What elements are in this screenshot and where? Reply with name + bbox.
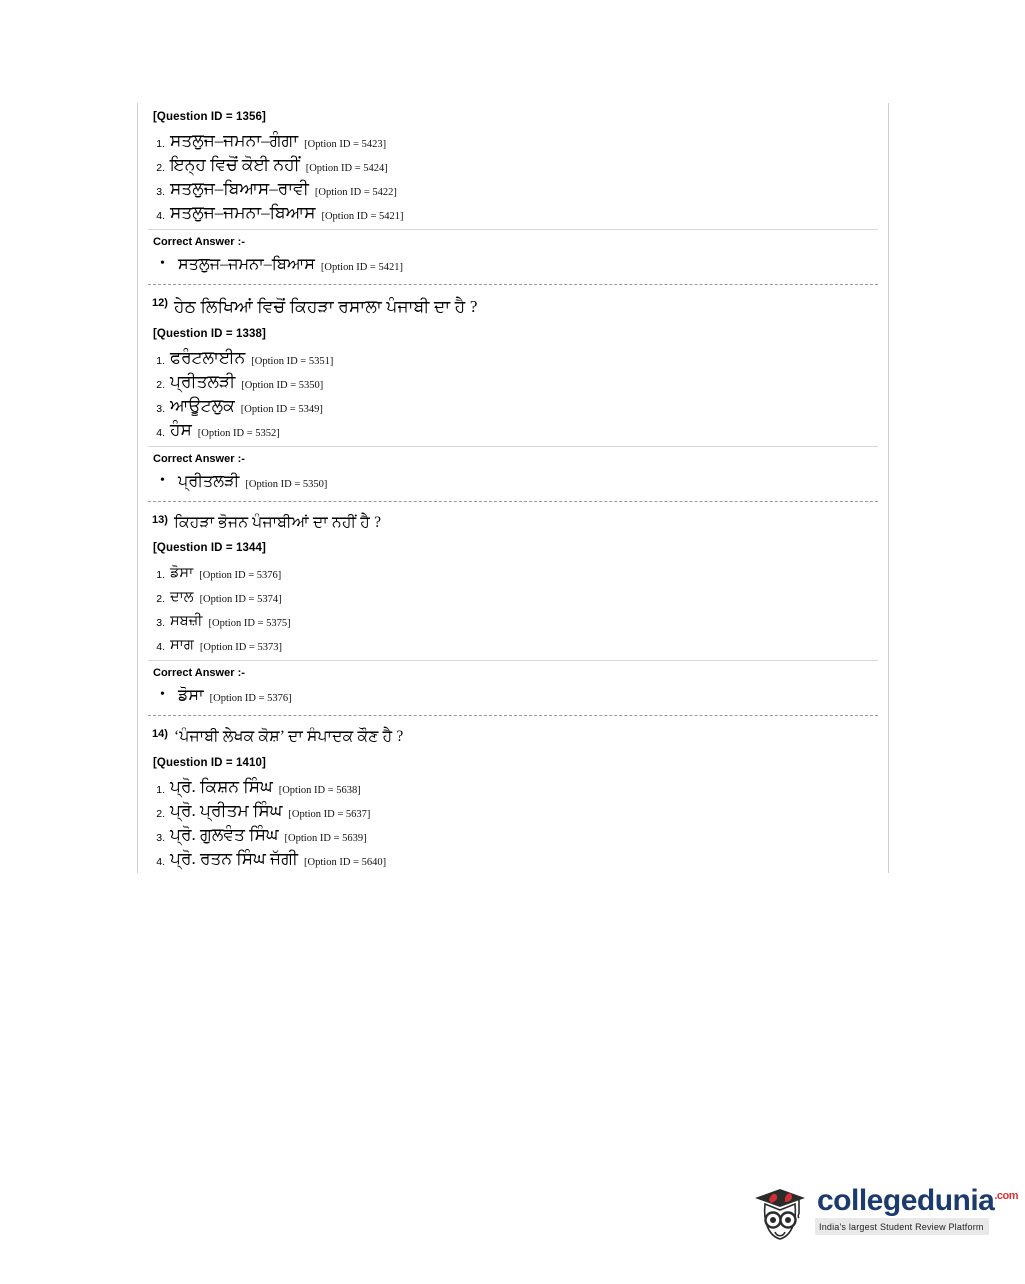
logo-domain-suffix: .com [994,1190,1019,1202]
question-block [138,111,888,285]
question-block [138,295,888,502]
option-item[interactable] [148,394,878,416]
option-id-label: [Option ID = 5352] [197,427,280,439]
option-item[interactable] [148,370,878,392]
option-id-label: [Option ID = 5376] [199,570,282,582]
option-text: ਪ੍ਰੋ. ਪ੍ਰੀਤਮ ਸਿੰਘ [170,800,283,820]
question-id-label: [Question ID = 1344] [153,542,266,555]
option-number: 3. [156,617,165,630]
bullet-icon: • [160,472,165,488]
logo-wordmark [817,1184,1018,1218]
correct-answer-option-id: [Option ID = 5376] [209,693,292,705]
logo-tagline: India's largest Student Review Platform [819,1222,984,1232]
question-text: ‘ਪੰਜਾਬੀ ਲੇਖਕ ਕੋਸ਼’ ਦਾ ਸੰਪਾਦਕ ਕੌਣ ਹੈ ? [174,728,404,746]
correct-answer-label: Correct Answer :- [153,667,245,680]
option-item[interactable] [148,799,878,821]
option-item[interactable] [148,418,878,440]
option-text: ਸਾਗ [170,637,194,654]
option-item[interactable] [148,823,878,845]
option-id-label: [Option ID = 5423] [304,139,387,150]
option-id-label: [Option ID = 5639] [284,832,367,844]
option-item[interactable] [148,584,878,606]
option-id-label: [Option ID = 5422] [314,187,397,198]
correct-answer-label: Correct Answer :- [153,452,245,465]
option-number: 2. [156,162,165,174]
option-number: 4. [156,210,165,222]
option-item[interactable] [148,560,878,582]
option-text: ਸਬਜ਼ੀ [170,613,203,630]
option-text: ਫਰੰਟਲਾਈਨ [170,347,246,367]
collegedunia-logo [749,1176,1019,1246]
option-text: ਡੋਸਾ [170,565,194,582]
option-number: 3. [156,831,165,844]
option-number: 3. [156,186,165,198]
divider [148,660,878,661]
option-item[interactable] [148,177,878,199]
question-id-label: [Question ID = 1356] [153,111,266,123]
correct-answer-text: ਡੋਸਾ [178,687,204,705]
block-separator [148,501,878,502]
option-number: 4. [156,426,165,439]
question-text: ਕਿਹੜਾ ਭੋਜਨ ਪੰਜਾਬੀਆਂ ਦਾ ਨਹੀਂ ਹੈ ? [174,513,382,531]
option-item[interactable] [148,346,878,368]
question-number: 13) [152,513,168,526]
correct-answer-row [160,469,878,491]
correct-answer-label: Correct Answer :- [153,236,245,248]
question-number: 14) [152,728,168,741]
correct-answer-row [160,252,878,274]
correct-answer-text: ਪ੍ਰੀਤਲੜੀ [178,472,240,490]
options-list [148,129,878,223]
option-text: ਪ੍ਰੋ. ਰਤਨ ਸਿੰਘ ਜੱਗੀ [170,848,299,868]
option-id-label: [Option ID = 5421] [321,211,404,222]
option-id-label: [Option ID = 5373] [199,642,282,654]
option-number: 1. [156,569,165,582]
option-id-label: [Option ID = 5351] [251,355,334,367]
option-number: 2. [156,807,165,820]
option-text: ਸਤਲੁਜ–ਬਿਆਸ–ਰਾਵੀ [170,179,309,199]
correct-answer-option-id: [Option ID = 5421] [320,262,403,273]
option-id-label: [Option ID = 5640] [304,856,387,868]
question-id-label: [Question ID = 1338] [153,327,266,340]
exam-paper-sheet [137,103,889,873]
option-id-label: [Option ID = 5638] [278,784,361,796]
option-item[interactable] [148,153,878,175]
option-id-label: [Option ID = 5375] [208,618,291,630]
correct-answer-row [160,683,878,705]
option-item[interactable] [148,201,878,223]
option-id-label: [Option ID = 5350] [241,379,324,391]
option-text: ਆਊਟਲੁਕ [170,395,235,415]
option-id-label: [Option ID = 5349] [240,403,323,415]
option-number: 2. [156,378,165,391]
divider [148,229,878,230]
option-text: ਪ੍ਰੋ. ਗੁਲਵੰਤ ਸਿੰਘ [170,824,279,844]
option-number: 1. [156,354,165,367]
option-item[interactable] [148,129,878,151]
option-item[interactable] [148,847,878,869]
options-list [148,346,878,440]
option-number: 4. [156,855,165,868]
option-item[interactable] [148,775,878,797]
option-text: ਹੰਸ [170,419,192,439]
option-text: ਸਤਲੁਜ–ਜਮਨਾ–ਗੰਗਾ [170,131,299,151]
bullet-icon: • [160,256,165,271]
question-text: ਹੇਠ ਲਿਖਿਆਂ ਵਿਚੋਂ ਕਿਹੜਾ ਰਸਾਲਾ ਪੰਜਾਬੀ ਦਾ ਹੈ ? [174,297,478,316]
option-text: ਦਾਲ [170,589,194,606]
option-item[interactable] [148,632,878,654]
option-id-label: [Option ID = 5637] [288,808,371,820]
option-text: ਇਨ੍ਹ ਵਿਚੋਂ ਕੋਈ ਨਹੀਂ [170,155,300,175]
option-item[interactable] [148,608,878,630]
options-list [148,775,878,869]
question-row [148,512,878,534]
option-id-label: [Option ID = 5424] [305,163,388,174]
option-number: 2. [156,593,165,606]
correct-answer-option-id: [Option ID = 5350] [245,478,328,490]
question-row [148,295,878,320]
option-number: 4. [156,641,165,654]
option-id-label: [Option ID = 5374] [199,594,282,606]
option-text: ਪ੍ਰੀਤਲੜੀ [170,371,236,391]
question-row [148,726,878,748]
block-separator [148,715,878,716]
options-list [148,560,878,654]
block-separator [148,284,878,285]
option-number: 3. [156,402,165,415]
question-number: 12) [152,297,168,309]
option-number: 1. [156,138,165,150]
option-text: ਸਤਲੁਜ–ਜਮਨਾ–ਬਿਆਸ [170,203,316,223]
logo-name: collegedunia [817,1184,995,1217]
option-text: ਪ੍ਰੋ. ਕਿਸ਼ਨ ਸਿੰਘ [170,776,273,796]
bullet-icon: • [160,687,165,703]
question-block [138,512,888,716]
divider [148,446,878,447]
correct-answer-text: ਸਤਲੁਜ–ਜਮਨਾ–ਬਿਆਸ [178,256,315,273]
question-id-label: [Question ID = 1410] [153,756,266,769]
graduate-owl-icon [749,1182,811,1244]
question-block [138,726,888,868]
option-number: 1. [156,783,165,796]
